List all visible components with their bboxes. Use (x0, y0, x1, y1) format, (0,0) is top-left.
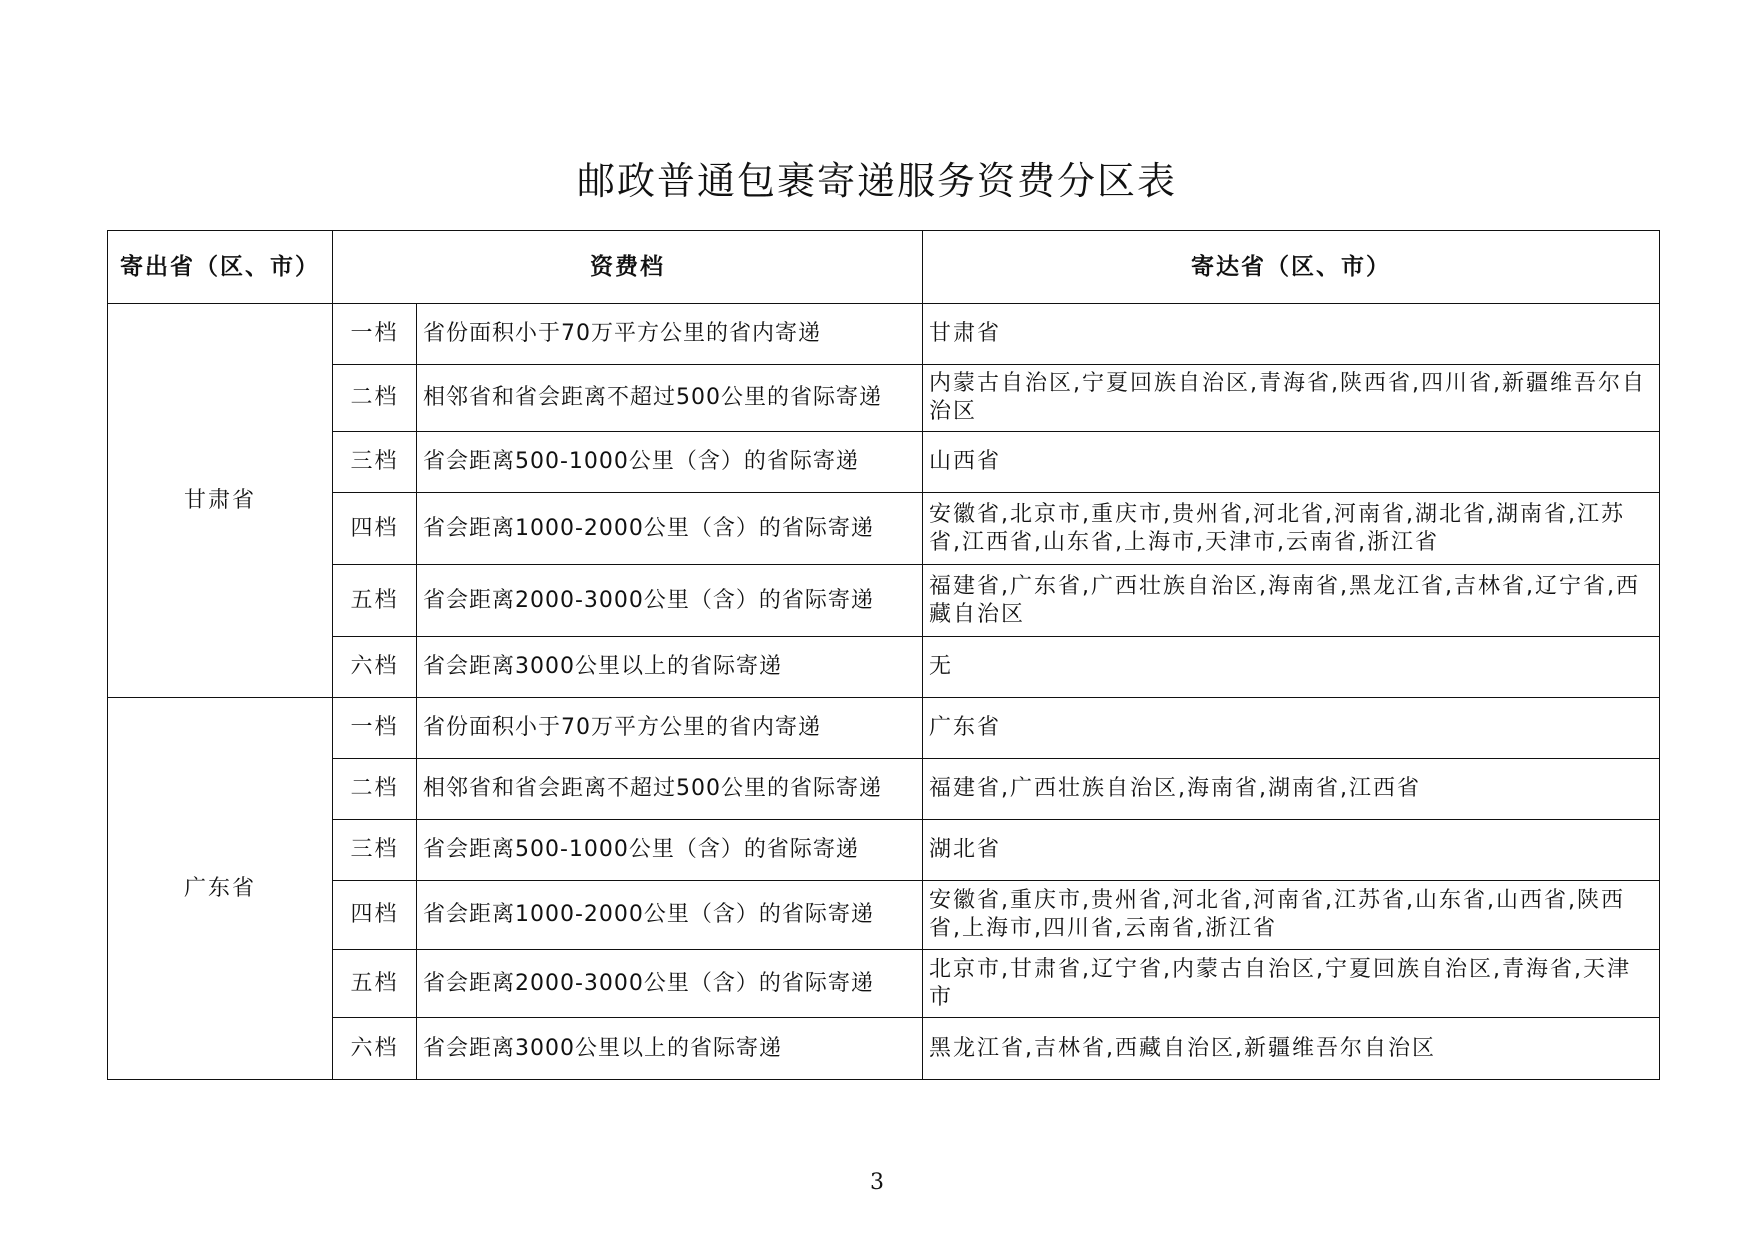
table-row (108, 698, 1660, 759)
tier-cell: 二档 (333, 365, 417, 432)
tier-description-cell: 省份面积小于70万平方公里的省内寄递 (417, 304, 923, 365)
tier-description-cell: 相邻省和省会距离不超过500公里的省际寄递 (417, 759, 923, 820)
table-row (108, 493, 1660, 565)
origin-province-cell: 甘肃省 (108, 304, 333, 698)
tier-cell: 五档 (333, 565, 417, 637)
table-row (108, 759, 1660, 820)
tier-cell: 四档 (333, 881, 417, 950)
tier-cell: 六档 (333, 1018, 417, 1080)
tier-cell: 一档 (333, 698, 417, 759)
tier-cell: 五档 (333, 950, 417, 1018)
destination-cell: 广东省 (923, 698, 1660, 759)
table-row (108, 881, 1660, 950)
destination-cell: 湖北省 (923, 820, 1660, 881)
header-tier: 资费档 (333, 231, 923, 304)
tier-description-cell: 省会距离500-1000公里（含）的省际寄递 (417, 820, 923, 881)
page-number: 3 (870, 1170, 884, 1195)
tier-cell: 四档 (333, 493, 417, 565)
destination-cell: 无 (923, 637, 1660, 698)
tier-description-cell: 省会距离3000公里以上的省际寄递 (417, 1018, 923, 1080)
tier-description-cell: 省份面积小于70万平方公里的省内寄递 (417, 698, 923, 759)
tariff-zone-table (107, 230, 1660, 1080)
table-row (108, 565, 1660, 637)
table-row (108, 820, 1660, 881)
tier-cell: 六档 (333, 637, 417, 698)
destination-cell: 福建省,广东省,广西壮族自治区,海南省,黑龙江省,吉林省,辽宁省,西藏自治区 (923, 565, 1660, 637)
table-row (108, 637, 1660, 698)
tier-description-cell: 省会距离2000-3000公里（含）的省际寄递 (417, 950, 923, 1018)
origin-province-cell: 广东省 (108, 698, 333, 1080)
tier-description-cell: 省会距离3000公里以上的省际寄递 (417, 637, 923, 698)
destination-cell: 山西省 (923, 432, 1660, 493)
table-row (108, 1018, 1660, 1080)
tier-description-cell: 省会距离1000-2000公里（含）的省际寄递 (417, 881, 923, 950)
destination-cell: 内蒙古自治区,宁夏回族自治区,青海省,陕西省,四川省,新疆维吾尔自治区 (923, 365, 1660, 432)
tier-cell: 三档 (333, 432, 417, 493)
tier-cell: 二档 (333, 759, 417, 820)
table-row (108, 304, 1660, 365)
tier-description-cell: 相邻省和省会距离不超过500公里的省际寄递 (417, 365, 923, 432)
table-row (108, 950, 1660, 1018)
table-header-row (108, 231, 1660, 304)
tier-description-cell: 省会距离2000-3000公里（含）的省际寄递 (417, 565, 923, 637)
destination-cell: 福建省,广西壮族自治区,海南省,湖南省,江西省 (923, 759, 1660, 820)
table-row (108, 432, 1660, 493)
tier-description-cell: 省会距离1000-2000公里（含）的省际寄递 (417, 493, 923, 565)
tier-cell: 一档 (333, 304, 417, 365)
header-origin: 寄出省（区、市） (108, 231, 333, 304)
tier-description-cell: 省会距离500-1000公里（含）的省际寄递 (417, 432, 923, 493)
table-row (108, 365, 1660, 432)
tier-cell: 三档 (333, 820, 417, 881)
destination-cell: 黑龙江省,吉林省,西藏自治区,新疆维吾尔自治区 (923, 1018, 1660, 1080)
header-destination: 寄达省（区、市） (923, 231, 1660, 304)
destination-cell: 安徽省,北京市,重庆市,贵州省,河北省,河南省,湖北省,湖南省,江苏省,江西省,山东省,上海市,天津市,云南省,浙江省 (923, 493, 1660, 565)
page-title: 邮政普通包裹寄递服务资费分区表 (576, 159, 1177, 203)
destination-cell: 北京市,甘肃省,辽宁省,内蒙古自治区,宁夏回族自治区,青海省,天津市 (923, 950, 1660, 1018)
destination-cell: 安徽省,重庆市,贵州省,河北省,河南省,江苏省,山东省,山西省,陕西省,上海市,四川省,云南省,浙江省 (923, 881, 1660, 950)
destination-cell: 甘肃省 (923, 304, 1660, 365)
